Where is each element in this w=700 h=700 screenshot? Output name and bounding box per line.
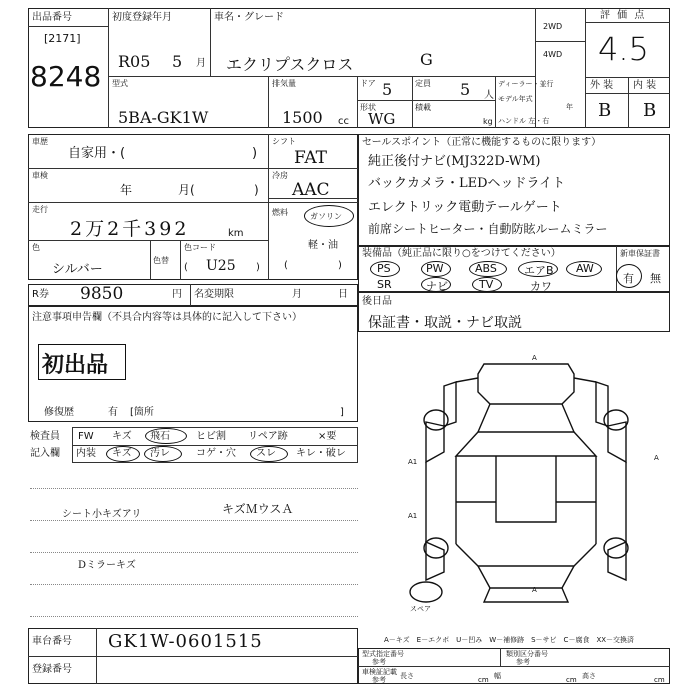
history-close: ): [252, 146, 258, 161]
repair-place-close: ]: [340, 407, 344, 418]
fuel-paren-open: (: [284, 260, 288, 271]
grade-label: 評 価 点: [600, 10, 647, 21]
repair-place-open: [箇所: [130, 407, 154, 418]
shaken-close: ): [254, 183, 259, 197]
type-label: 型式: [112, 79, 128, 88]
lot-label: 出品番号: [32, 12, 72, 23]
door-label: ドア: [360, 79, 376, 88]
history-value: 自家用・(: [68, 146, 126, 161]
width-label: 幅: [494, 672, 501, 680]
insp-rub: スレ: [256, 448, 276, 459]
drive-2wd: 2WD: [543, 22, 563, 31]
equip-leather: カワ: [530, 280, 552, 293]
car-damage-diagram: [396, 352, 668, 622]
dim-ref: 参考: [372, 676, 386, 684]
inspector-label-2: 記入欄: [30, 448, 60, 459]
warranty-no: 無: [650, 272, 661, 285]
model-year-label: モデル年式: [498, 95, 533, 103]
insp-chip: 飛石: [150, 431, 170, 442]
ext-label: 外 装: [590, 80, 614, 91]
color-code-label: 色コード: [184, 243, 216, 252]
sales-line-2: バックカメラ・LEDヘッドライト: [368, 176, 566, 191]
shaken-label: 車検: [32, 171, 48, 180]
diagram-mark-2: A: [654, 454, 659, 462]
model-name: エクリプスクロス: [226, 55, 354, 74]
disp-label: 排気量: [272, 79, 296, 88]
disp-value: 1500: [282, 108, 323, 127]
diagram-mark-5: A: [532, 586, 537, 594]
color-value: シルバー: [52, 262, 103, 277]
fuel-paren-close: ): [338, 260, 342, 271]
insp-int-scratch: キズ: [112, 448, 132, 459]
chassis-label: 車台番号: [32, 636, 72, 647]
color-code-close: ): [256, 262, 260, 273]
int-grade: B: [643, 100, 657, 121]
fuel-gas: ガソリン: [310, 212, 342, 221]
equip-navi: ナビ: [426, 280, 448, 293]
insp-burn: コゲ・穴: [196, 448, 236, 459]
recycle-value: 9850: [80, 284, 124, 304]
equip-sr: SR: [377, 278, 392, 291]
equip-abs: ABS: [475, 262, 497, 275]
drive-4wd: 4WD: [543, 50, 563, 59]
first-reg-value: R05: [118, 52, 151, 71]
color-label: 色: [32, 243, 40, 252]
type-value: 5BA-GK1W: [118, 108, 209, 127]
shape-label: 形状: [360, 103, 376, 112]
disp-unit: cc: [338, 116, 349, 127]
cap-label: 定員: [415, 79, 431, 88]
name-change-label: 名変期限: [194, 289, 234, 300]
shaken-month: 月(: [178, 183, 195, 197]
type-assign-ref: 参考: [372, 658, 386, 666]
name-change-day: 日: [338, 289, 348, 300]
diagram-mark-1: A: [532, 354, 537, 362]
warranty-label: 新車保証書: [620, 249, 660, 258]
equipment-label: 装備品（純正品に限り○をつけてください）: [362, 248, 561, 259]
first-reg-label: 初度登録年月: [112, 12, 172, 23]
length-label: 長さ: [400, 672, 414, 680]
equip-aw: AW: [576, 262, 594, 275]
first-reg-month: 5: [172, 52, 183, 71]
load-label: 積載: [415, 103, 431, 112]
recycle-unit: 円: [172, 289, 182, 300]
insp-interior: 内装: [76, 448, 96, 459]
grade: G: [420, 50, 433, 69]
diagram-mark-4: A1: [408, 512, 418, 520]
history-label: 車歴: [32, 137, 48, 146]
mileage-value: 2万2千392: [70, 218, 190, 240]
legend: A－キズ E－エクボ U－凹み W－補修跡 S－サビ C－腐食 XX－交換済: [384, 636, 635, 644]
aircon-label: 冷房: [272, 171, 288, 180]
recycle-block: [28, 284, 358, 306]
color-swap-label: 色替: [153, 256, 169, 265]
class-assign-ref: 参考: [516, 658, 530, 666]
width-unit: cm: [566, 676, 577, 684]
equip-tv: TV: [479, 278, 494, 291]
repair-value: 有: [108, 407, 118, 418]
shift-value: FAT: [294, 148, 328, 168]
mileage-unit: km: [228, 228, 244, 239]
sales-line-4: 前席シートヒーター・自動防眩ルームミラー: [368, 222, 608, 236]
equip-ps: PS: [377, 262, 391, 275]
reg-label: 登録番号: [32, 664, 72, 675]
fuel-label: 燃料: [272, 208, 288, 217]
aircon-value: AAC: [292, 180, 330, 200]
insp-scratch: キズ: [112, 431, 132, 442]
recycle-label: R券: [32, 289, 49, 300]
after-label: 後日品: [362, 296, 392, 307]
dealer-label: ディーラー・並行: [498, 80, 554, 88]
repair-label: 修復歴: [44, 407, 74, 418]
notes-label: 注意事項申告欄（不具合内容等は具体的に記入して下さい）: [32, 312, 302, 323]
equip-airbag: エアB: [524, 264, 554, 277]
after-value: 保証書・取説・ナビ取説: [368, 315, 522, 331]
equip-pw: PW: [426, 262, 444, 275]
inspector-label-1: 検査員: [30, 431, 60, 442]
shape-value: WG: [368, 110, 396, 128]
height-label: 高さ: [582, 672, 596, 680]
color-code-value: U25: [206, 258, 236, 274]
door-value: 5: [382, 80, 393, 99]
mileage-label: 走行: [32, 205, 48, 214]
fuel-light: 軽・油: [308, 240, 338, 251]
remark-1a: シート小キズアリ: [62, 509, 142, 520]
chassis-value: GK1W-0601515: [108, 631, 263, 652]
sales-line-1: 純正後付ナビ(MJ322D-WM): [368, 154, 541, 169]
insp-repair: リペア跡: [248, 431, 288, 442]
warranty-yes: 有: [623, 272, 634, 285]
cap-value: 5: [460, 80, 471, 99]
cap-unit: 人: [484, 90, 494, 101]
int-label: 内 装: [633, 80, 657, 91]
remark-1b: キズＭウスＡ: [222, 502, 294, 516]
diagram-mark-3: A1: [408, 458, 418, 466]
first-listing-stamp: 初出品: [42, 353, 109, 378]
shift-label: シフト: [272, 137, 296, 146]
ext-grade: B: [598, 100, 612, 121]
color-code-paren: (: [184, 262, 188, 273]
type-assign-label: 型式指定番号: [362, 650, 404, 658]
sales-label: セールスポイント（正常に機能するものに限ります）: [362, 137, 602, 148]
load-unit: kg: [483, 117, 493, 126]
insp-need: ×要: [318, 431, 337, 442]
model-label: 車名・グレード: [214, 12, 284, 23]
dim-label: 車検証記載: [362, 668, 397, 676]
year-unit: 年: [566, 103, 573, 111]
length-unit: cm: [478, 676, 489, 684]
insp-tear: キレ・破レ: [296, 448, 346, 459]
lot-sub: [2171]: [44, 32, 81, 45]
lot-number: 8248: [30, 60, 102, 93]
sales-line-3: エレクトリック電動テールゲート: [368, 200, 562, 215]
diagram-mark-6: スペア: [410, 605, 431, 613]
class-assign-label: 類別区分番号: [506, 650, 548, 658]
handle-label: ハンドル 左・右: [498, 117, 550, 125]
first-reg-unit: 月: [196, 58, 206, 69]
score: 4.5: [598, 30, 649, 68]
insp-fw: FW: [78, 431, 94, 442]
insp-stain: 汚レ: [150, 448, 170, 459]
name-change-month: 月: [292, 289, 302, 300]
height-unit: cm: [654, 676, 665, 684]
insp-crack: ヒビ割: [196, 431, 226, 442]
shaken-year: 年: [120, 183, 133, 197]
remark-2: Dミラーキズ: [78, 560, 136, 571]
